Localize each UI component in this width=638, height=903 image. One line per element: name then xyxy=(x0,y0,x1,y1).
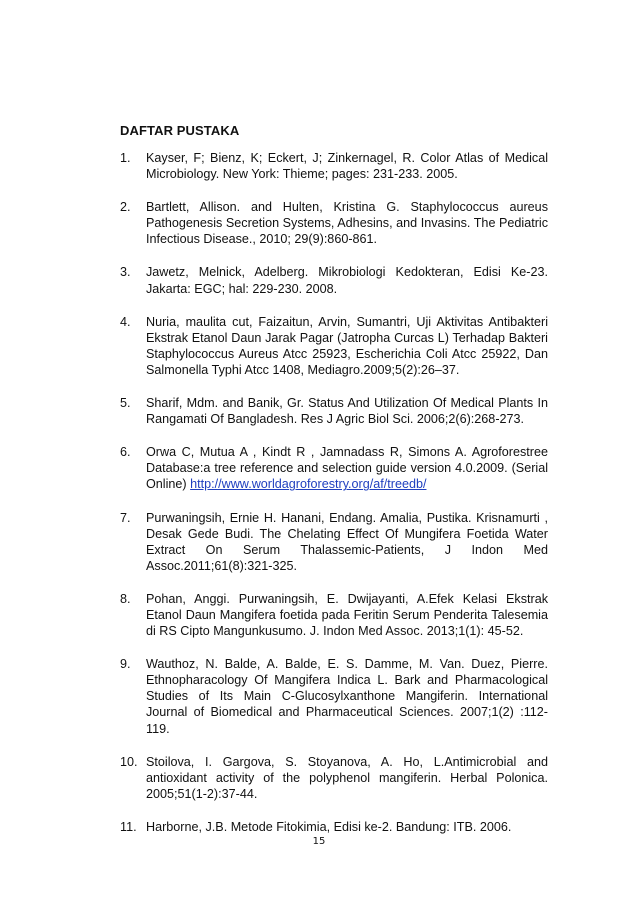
bibliography-heading: DAFTAR PUSTAKA xyxy=(120,123,240,138)
reference-number: 7. xyxy=(120,510,131,525)
reference-item xyxy=(120,264,548,296)
reference-item xyxy=(120,510,548,574)
reference-text: Stoilova, I. Gargova, S. Stoyanova, A. Ho, L.Antimicrobial and antioxidant activity of the polyphenol mangiferin. Herbal Polonica. 2005;51(1-2):37-44. xyxy=(146,754,548,801)
reference-text: Purwaningsih, Ernie H. Hanani, Endang. Amalia, Pustika. Krisnamurti , Desak Gede Budi. The Chelating Effect Of Mungifera Foetida Water Extract On Serum Thalassemic-Patients, J Indon Med Assoc.2011;61(8):321-325. xyxy=(146,510,548,573)
reference-item xyxy=(120,444,548,492)
reference-number: 4. xyxy=(120,314,131,329)
reference-item xyxy=(120,819,548,835)
reference-number: 11. xyxy=(120,819,137,834)
reference-text: Nuria, maulita cut, Faizaitun, Arvin, Sumantri, Uji Aktivitas Antibakteri Ekstrak Etanol Daun Jarak Pagar (Jatropha Curcas L) Terhadap Bakteri Staphylococcus Aureus Atcc 25923, Escherichia Coli Atcc 25922, Dan Salmonella Typhi Atcc 1408, Mediagro.2009;5(2):26–37. xyxy=(146,314,548,377)
reference-item xyxy=(120,199,548,247)
reference-text: Kayser, F; Bienz, K; Eckert, J; Zinkernagel, R. Color Atlas of Medical Microbiology. New York: Thieme; pages: 231-233. 2005. xyxy=(146,151,548,182)
reference-text: Jawetz, Melnick, Adelberg. Mikrobiologi Kedokteran, Edisi Ke-23. Jakarta: EGC; hal: 229-230. 2008. xyxy=(146,265,548,296)
reference-text: Sharif, Mdm. and Banik, Gr. Status And Utilization Of Medical Plants In Rangamati Of Bangladesh. Res J Agric Biol Sci. 2006;2(6):268-273. xyxy=(146,396,548,427)
reference-text: Harborne, J.B. Metode Fitokimia, Edisi ke-2. Bandung: ITB. 2006. xyxy=(146,819,512,834)
reference-item xyxy=(120,754,548,802)
reference-number: 8. xyxy=(120,591,131,606)
reference-list xyxy=(120,150,548,852)
reference-number: 5. xyxy=(120,396,131,411)
reference-number: 10. xyxy=(120,754,138,769)
reference-item xyxy=(120,150,548,182)
reference-item xyxy=(120,395,548,427)
page-number: 15 xyxy=(312,836,326,847)
reference-number: 3. xyxy=(120,265,131,280)
reference-text: Pohan, Anggi. Purwaningsih, E. Dwijayanti, A.Efek Kelasi Ekstrak Etanol Daun Mangifera foetida pada Feritin Serum Penderita Talesemia di RS Cipto Mangunkusumo. J. Indon Med Assoc. 2013;1(1): 45-52. xyxy=(146,591,548,639)
reference-item xyxy=(120,656,548,736)
reference-item xyxy=(120,591,548,639)
reference-number: 6. xyxy=(120,445,131,460)
reference-number: 9. xyxy=(120,657,131,672)
reference-item xyxy=(120,314,548,378)
reference-number: 2. xyxy=(120,200,131,215)
reference-text: Bartlett, Allison. and Hulten, Kristina G. Staphylococcus aureus Pathogenesis Secretion Systems, Adhesins, and Invasins. The Pediatric Infectious Disease., 2010; 29(9):860-861. xyxy=(146,200,548,247)
reference-text: Orwa C, Mutua A , Kindt R , Jamnadass R, Simons A. Agroforestree Database:a tree reference and selection guide version 4.0.2009. (Serial Online) xyxy=(146,445,548,492)
treedb-link[interactable]: http://www.worldagroforestry.org/af/treedb/ xyxy=(190,477,427,492)
reference-number: 1. xyxy=(120,151,131,165)
reference-text: Wauthoz, N. Balde, A. Balde, E. S. Damme, M. Van. Duez, Pierre. Ethnopharacology Of Mangifera Indica L. Bark and Pharmacological Studies of Its Main C-Glucosylxanthone Mangiferin. International Journal of Biomedical and Pharmaceutical Sciences. 2007;1(2) :112-119. xyxy=(146,657,548,736)
